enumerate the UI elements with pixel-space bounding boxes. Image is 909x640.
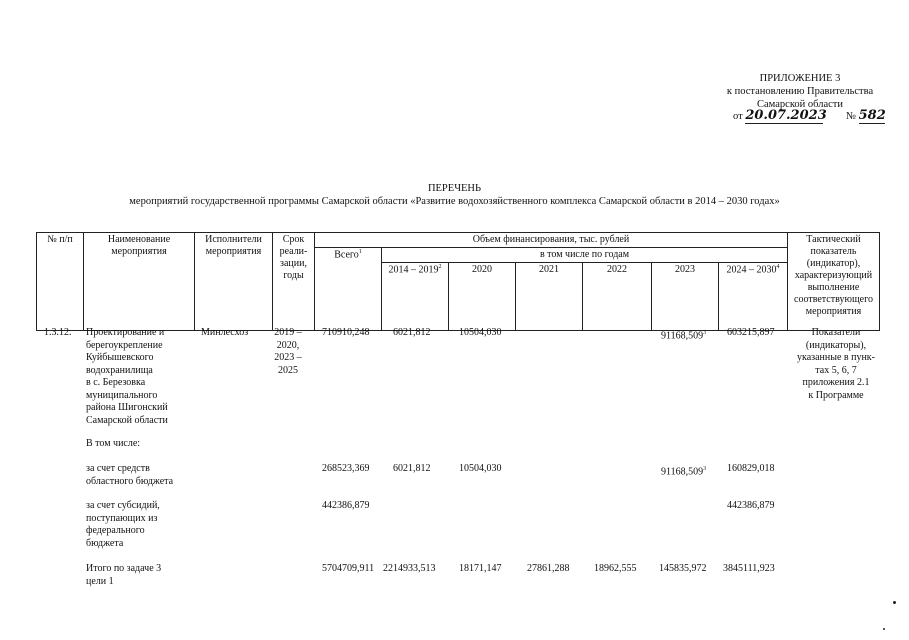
federal-total: 442386,879 [322,500,370,511]
including-label: В том числе: [86,438,141,449]
document-heading: ПЕРЕЧЕНЬ [427,183,482,194]
task-total-y2022: 18962,555 [594,563,637,574]
task-total-y2020: 18171,147 [459,563,502,574]
header-total: Всего$^1$ [315,248,382,331]
header-year-2020: 2020 [449,263,516,331]
row-total: 710910,248 [322,327,370,338]
header-name: Наименование мероприятия [84,233,195,331]
row-number: 1.3.12. [44,327,72,338]
task-total-y2024-2030: 3845111,923 [723,563,775,574]
appendix-date-line [733,108,885,124]
header-by-years: в том числе по годам [382,248,788,263]
appendix-line-3: Самарской области [757,99,843,110]
task-total-y2021: 27861,288 [527,563,570,574]
appendix-line-2: к постановлению Правительства [726,86,874,97]
header-year-2021: 2021 [516,263,583,331]
row-executor: Минлесхоз [201,327,249,338]
regional-y2024-2030: 160829,018 [727,463,775,474]
header-financing: Объем финансирования, тыс. рублей [315,233,788,248]
header-year-2014-2019: 2014 – 2019$^2$ [382,263,449,331]
row-y2014-2019: 6021,812 [393,327,431,338]
row-indicator: Показатели (индикаторы), указанные в пунк- тах 5, 6, 7 приложения 2.1 к Программе [796,327,875,401]
header-term: Срок реали-зации, годы [273,233,315,331]
row-y2024-2030: 603215,897 [727,327,775,338]
regional-y2014-2019: 6021,812 [393,463,431,474]
row-name: Проектирование и берегоукрепление Куйбышевского водохранилища в с. Березовка муниципального района Шигонский Самарской области [86,327,168,426]
header-num: № п/п [37,233,84,331]
scan-speck [883,628,885,630]
header-indicator: Тактический показатель (индикатор), характеризующий выполнение соответствующего мероприятия [788,233,880,331]
header-year-2024-2030: 2024 – 2030$^4$ [719,263,788,331]
regional-budget-label: за счет средств областного бюджета [86,463,174,487]
number-prefix: № [845,111,856,122]
federal-subsidy-label: за счет субсидий, поступающих из федерального бюджета [86,500,160,549]
task-total-label: Итого по задаче 3 цели 1 [86,563,162,587]
regional-y2023: 91168,509$^3$ [661,466,707,478]
number-value: 582 [858,108,886,123]
header-year-2023: 2023 [652,263,719,331]
document-subheading: мероприятий государственной программы Самарской области «Развитие водохозяйственного комплекса Самарской области в 2014 – 2030 годах» [129,196,780,207]
header-year-2022: 2022 [583,263,652,331]
financing-table-header [36,232,880,331]
row-y2023: 91168,509$^3$ [661,330,707,342]
regional-y2020: 10504,030 [459,463,502,474]
task-total-sum: 5704709,911 [322,563,375,574]
regional-total: 268523,369 [322,463,370,474]
row-term: 2019 – 2020, 2023 – 2025 [274,327,302,376]
task-total-y2014-2019: 2214933,513 [383,563,436,574]
task-total-y2023: 145835,972 [659,563,707,574]
header-executors: Исполнители мероприятия [195,233,273,331]
date-prefix: от [733,111,743,122]
appendix-title: ПРИЛОЖЕНИЕ 3 [759,73,841,84]
date-value: 20.07.2023 [745,108,827,123]
row-y2020: 10504,030 [459,327,502,338]
scan-speck [893,601,896,604]
federal-y2024-2030: 442386,879 [727,500,775,511]
